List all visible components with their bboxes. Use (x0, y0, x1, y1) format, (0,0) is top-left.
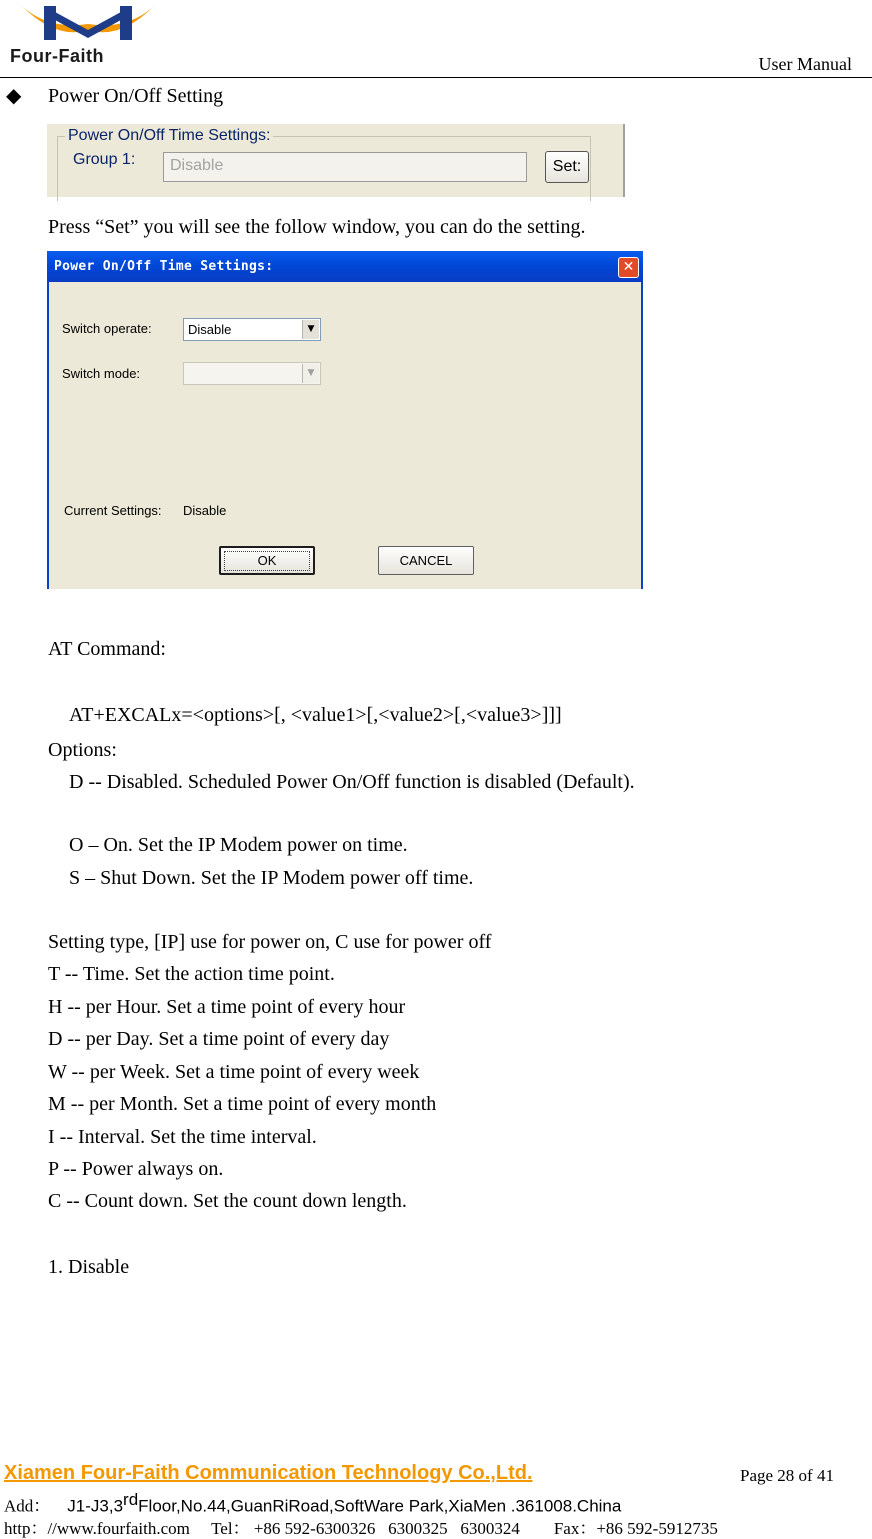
group-value-text: Disable (170, 157, 224, 174)
setting-type-item: D -- per Day. Set a time point of every day (48, 1028, 390, 1050)
option-item: O – On. Set the IP Modem power on time. (69, 834, 408, 856)
chevron-down-icon[interactable]: ▼ (302, 364, 319, 383)
switch-mode-select[interactable] (183, 362, 321, 385)
options-heading: Options: (48, 739, 117, 761)
dialog-title: Power On/Off Time Settings: (54, 259, 274, 274)
page-number: Page 28 of 41 (740, 1466, 834, 1485)
setting-type-item: M -- per Month. Set a time point of every month (48, 1093, 437, 1115)
close-button[interactable] (618, 257, 639, 278)
ok-button-label: OK (224, 551, 310, 571)
switch-operate-label: Switch operate: (62, 321, 152, 336)
at-command-heading: AT Command: (48, 638, 166, 660)
setting-type-item: W -- per Week. Set a time point of every week (48, 1061, 420, 1083)
address-label: Add： (4, 1496, 51, 1516)
current-settings-value: Disable (183, 503, 227, 518)
setting-type-heading: Setting type, [IP] use for power on, C use for power off (48, 931, 492, 953)
footer-address (4, 1490, 621, 1517)
group-value-field (163, 152, 527, 182)
cancel-button[interactable]: CANCEL (378, 546, 474, 575)
setting-type-item: T -- Time. Set the action time point. (48, 963, 335, 985)
footer-contact: http：//www.fourfaith.com Tel： +86 592-6300326 6300325 6300324 Fax：+86 592-5912735 (4, 1519, 718, 1538)
numbered-item: 1. Disable (48, 1256, 130, 1278)
power-settings-dialog (47, 251, 643, 589)
option-item: D -- Disabled. Scheduled Power On/Off function is disabled (Default). (69, 771, 635, 793)
set-button[interactable]: Set: (545, 151, 589, 183)
footer-company[interactable]: Xiamen Four-Faith Communication Technology Co.,Ltd. (4, 1462, 533, 1484)
logo-text: Four-Faith (10, 46, 104, 66)
address-part1: J1-J3,3 (67, 1496, 124, 1516)
switch-operate-select[interactable] (183, 318, 321, 341)
setting-type-item: I -- Interval. Set the time interval. (48, 1126, 317, 1148)
group-title: Power On/Off Time Settings: (65, 127, 273, 145)
ok-button[interactable] (219, 546, 315, 575)
close-icon: ✕ (622, 259, 635, 275)
current-settings-label: Current Settings: (64, 503, 162, 518)
group-label: Group 1: (73, 151, 136, 168)
settings-group-screenshot (47, 124, 625, 197)
switch-operate-value: Disable (188, 322, 232, 337)
header-divider (0, 77, 872, 78)
diamond-bullet-icon: ◆ (6, 85, 22, 107)
chevron-down-icon[interactable]: ▼ (302, 320, 319, 339)
setting-type-item: C -- Count down. Set the count down length. (48, 1190, 407, 1212)
at-command-syntax: AT+EXCALx=<options>[, <value1>[,<value2>[,<value3>]]] (69, 704, 562, 726)
address-sup: rd (123, 1490, 139, 1509)
logo-emblem-icon (8, 0, 168, 48)
switch-mode-label: Switch mode: (62, 366, 141, 381)
setting-type-item: H -- per Hour. Set a time point of every hour (48, 996, 406, 1018)
setting-type-item: P -- Power always on. (48, 1158, 224, 1180)
option-item: S – Shut Down. Set the IP Modem power off time. (69, 867, 474, 889)
header-title: User Manual (758, 54, 852, 74)
section-heading: Power On/Off Setting (48, 85, 224, 107)
intro-text: Press “Set” you will see the follow window, you can do the setting. (48, 216, 586, 238)
dialog-titlebar (47, 251, 643, 282)
address-part2: Floor,No.44,GuanRiRoad,SoftWare Park,XiaMen .361008.China (138, 1496, 622, 1516)
